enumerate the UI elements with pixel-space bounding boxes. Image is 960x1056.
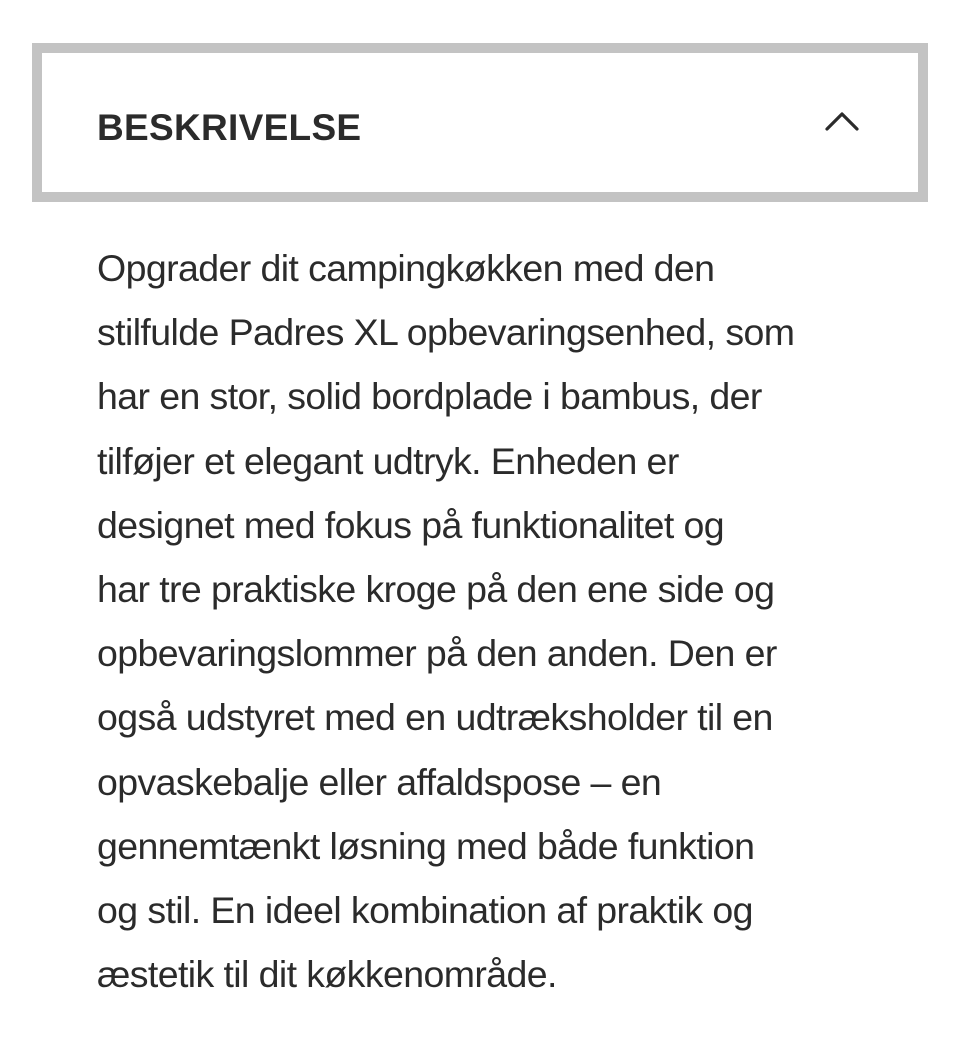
description-line: gennemtænkt løsning med både funktion <box>97 824 755 867</box>
description-accordion-header[interactable] <box>32 43 928 202</box>
description-line: æstetik til dit køkkenområde. <box>97 953 557 996</box>
description-line: opvaskebalje eller affaldspose – en <box>97 760 662 803</box>
description-line: opbevaringslommer på den anden. Den er <box>97 632 777 675</box>
description-line: tilføjer et elegant udtryk. Enheden er <box>97 439 679 482</box>
chevron-up-icon[interactable] <box>824 109 860 133</box>
description-line: har tre praktiske kroge på den ene side og <box>97 568 775 611</box>
description-line: også udstyret med en udtræksholder til en <box>97 696 773 739</box>
description-line: stilfulde Padres XL opbevaringsenhed, som <box>97 311 795 354</box>
description-line: Opgrader dit campingkøkken med den <box>97 247 715 289</box>
description-text <box>97 236 897 1006</box>
description-line: designet med fokus på funktionalitet og <box>97 503 725 546</box>
description-line: og stil. En ideel kombination af praktik og <box>97 889 753 932</box>
accordion-title: BESKRIVELSE <box>97 107 362 148</box>
description-line: har en stor, solid bordplade i bambus, der <box>97 375 762 418</box>
